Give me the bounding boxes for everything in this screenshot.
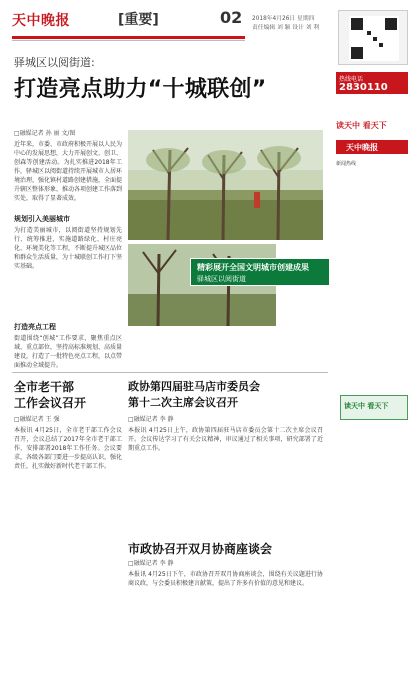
lead-subhead-2: 打造亮点工程 xyxy=(14,323,56,331)
lead-body-2: 为打造美丽城市，以阅街道坚持规划先行、统筹推进，实施道路绿化、村庄亮化、环境美化等工程，不断提升城区品位和群众生活质量，为十城联创工作打下坚实基础。 xyxy=(14,227,123,270)
story3-body: 本报讯 4月25日上午，政协第四届驻马店市委员会第十二次主席会议召开。会议传达学习了有关会议精神，审议通过了相关事项，研究部署了近期重点工作。 xyxy=(128,427,323,452)
lead-body-3: 街道围绕“创城”工作要求，聚焦重点区域、重点部位，坚持高标准规划、高质量建设，打造了一批特色亮点工程，以点带面推动全域提升。 xyxy=(14,335,123,369)
newspaper-logo: 天中晚报 xyxy=(12,13,70,29)
story4-byline: □融媒记者 李 静 xyxy=(128,560,174,567)
story3-headline-b: 第十二次主席会议召开 xyxy=(128,396,238,409)
page-number: 02 xyxy=(220,8,243,27)
story2-headline-b: 工作会议召开 xyxy=(14,396,87,410)
story4-headline: 市政协召开双月协商座谈会 xyxy=(128,542,273,556)
story2-byline: □融媒记者 王 强 xyxy=(14,416,60,423)
masthead-rule xyxy=(12,36,245,39)
right-sidebar xyxy=(330,0,415,677)
hotline-number: 2830110 xyxy=(339,82,388,93)
photo-caption-bar xyxy=(190,258,330,286)
dateline: 2018年4月26日 星期四 xyxy=(252,16,315,22)
lead-photo-trees xyxy=(128,130,323,240)
promo-title: 天中晚报 xyxy=(346,143,378,152)
hotline-box xyxy=(336,72,408,94)
photo-caption-sub: 驿城区以阅街道 xyxy=(197,275,246,283)
lead-body-1: 近年来，市委、市政府积极开展以人民为中心的发展思想，大力开展创文、创卫、创森等创建活动。为扎实推进2018年工作，驿城区以阅街道持续开展城市人居环境治理，强化镇村道路创建措施，全面提升辖区整体形象，推动各项创建工作落到实处，取得了显著成效。 xyxy=(14,141,123,202)
masthead-thin-rule xyxy=(12,40,245,41)
lead-headline: 打造亮点助力“十城联创” xyxy=(14,77,267,102)
story2-body: 本报讯 4月25日，全市老干部工作会议召开，会议总结了2017年全市老干部工作，安排部署2018年工作任务。会议要求，各级各部门要进一步提高认识，强化责任，扎实做好新时代老干部工作。 xyxy=(14,427,123,470)
ad-block xyxy=(340,395,408,420)
editors-line: 责任编辑 刘 颖 设计 刘 利 xyxy=(252,25,320,31)
hotline-label: 热线电话 xyxy=(339,76,364,83)
ad-text: 读天中 看天下 xyxy=(344,402,389,410)
story2-headline-a: 全市老干部 xyxy=(14,380,75,394)
story3-headline-a: 政协第四届驻马店市委员会 xyxy=(128,380,260,393)
qr-code xyxy=(338,10,408,65)
sidebar-notes: 新闻热线 xyxy=(336,161,357,167)
section-tag: [重要] xyxy=(118,12,159,28)
section-divider xyxy=(12,372,328,373)
photo-caption: 精彩展开全国文明城市创建成果 xyxy=(197,263,309,272)
promo-banner xyxy=(336,140,408,154)
slogan: 读天中 看天下 xyxy=(336,121,387,130)
lead-byline: □融媒记者 孙 丽 文/图 xyxy=(14,130,76,137)
lead-subhead-1: 规划引入美丽城市 xyxy=(14,215,70,223)
lead-kicker: 驿城区以阅街道: xyxy=(14,56,95,69)
story4-body: 本报讯 4月25日下午，市政协召开双月协商座谈会，围绕有关议题进行协商议政，与会委员积极建言献策，提出了许多有价值的意见和建议。 xyxy=(128,571,323,587)
story3-byline: □融媒记者 李 静 xyxy=(128,416,174,423)
